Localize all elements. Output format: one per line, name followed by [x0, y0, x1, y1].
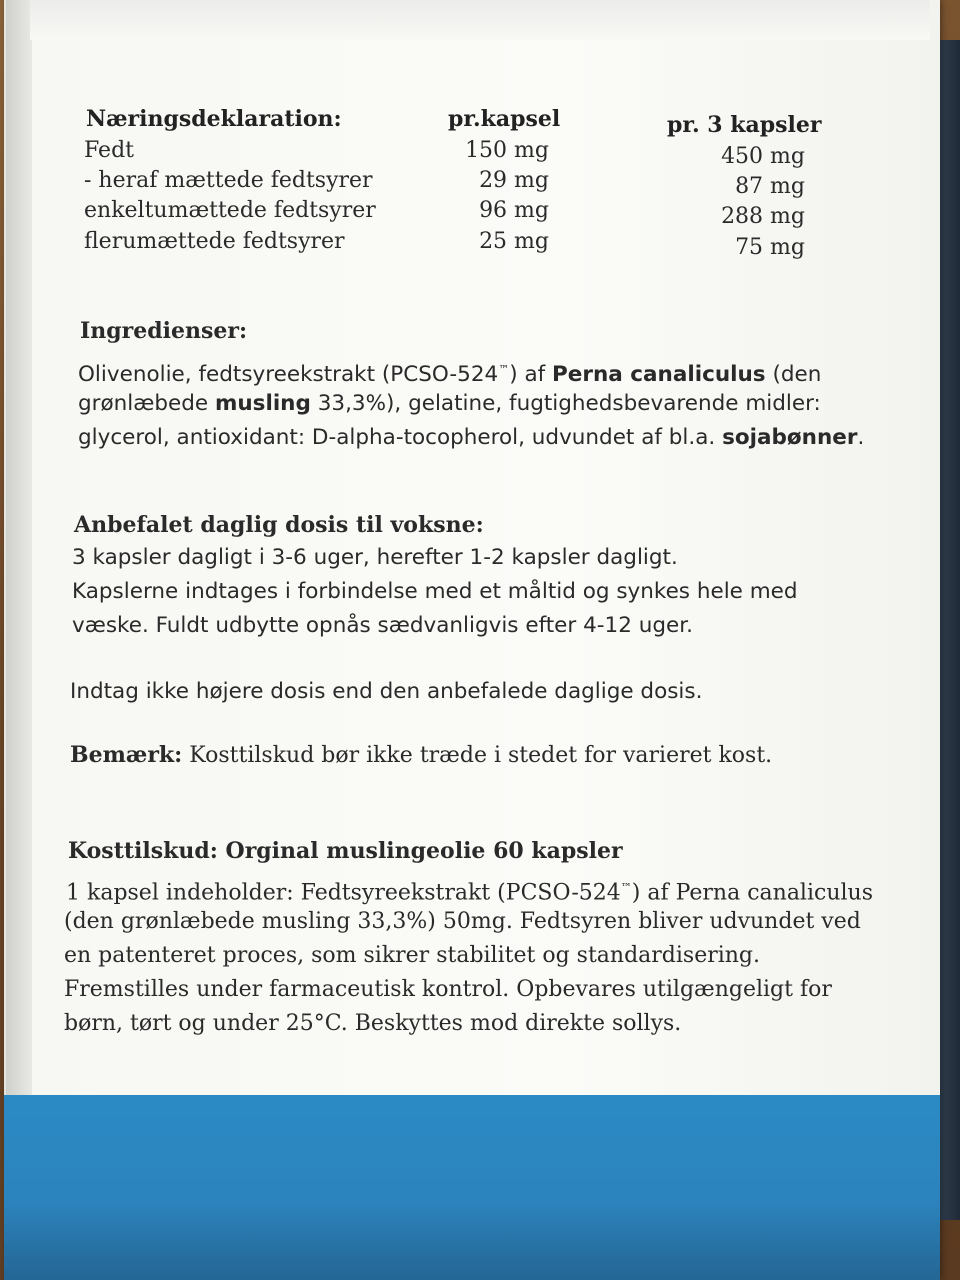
supplement-line-3: en patenteret proces, som sikrer stabilitet og standardisering. — [64, 943, 761, 968]
row-label: flerumættede fedtsyrer — [84, 229, 345, 254]
row-per-3: 450 mg — [721, 144, 805, 169]
row-per-capsule: 29 mg — [479, 168, 549, 193]
note-text: Kosttilskud bør ikke træde i stedet for varieret kost. — [182, 743, 773, 768]
row-label: Fedt — [84, 138, 135, 163]
dosage-line-3: væske. Fuldt udbytte opnås sædvanligvis efter 4-12 uger. — [72, 613, 693, 638]
nutrition-row — [84, 229, 809, 259]
box-side-flap — [6, 0, 32, 1100]
band-shadow — [4, 1200, 940, 1280]
supplement-title: Kosttilskud: Orginal muslingeolie 60 kapsler — [68, 838, 623, 864]
row-per-capsule: 25 mg — [479, 229, 549, 254]
nutrition-row — [84, 138, 809, 168]
row-per-3: 87 mg — [735, 174, 805, 199]
row-per-capsule: 96 mg — [479, 198, 549, 223]
row-per-3: 75 mg — [735, 235, 805, 260]
row-per-3: 288 mg — [721, 204, 805, 229]
nutrition-title: Næringsdeklaration: — [86, 106, 342, 132]
ingredients-title: Ingredienser: — [80, 318, 248, 344]
dosage-title: Anbefalet daglig dosis til voksne: — [74, 512, 484, 538]
row-label: - heraf mættede fedtsyrer — [84, 168, 373, 193]
dosage-line-2: Kapslerne indtages i forbindelse med et måltid og synkes hele med — [72, 579, 798, 604]
supplement-line-4: Fremstilles under farmaceutisk kontrol. Opbevares utilgængeligt for — [64, 977, 832, 1002]
col-per-capsule: pr.kapsel — [448, 106, 561, 132]
supplement-line-1: 1 kapsel indeholder: Fedtsyreekstrakt (PCSO-524™) af Perna canaliculus — [66, 880, 873, 906]
col-per-3-capsules: pr. 3 kapsler — [667, 112, 822, 138]
supplement-line-5: børn, tørt og under 25°C. Beskyttes mod direkte sollys. — [64, 1011, 682, 1036]
ingredients-line-3: glycerol, antioxidant: D-alpha-tocopherol, udvundet af bl.a. sojabønner. — [78, 425, 865, 450]
dosage-note — [70, 740, 772, 771]
row-per-capsule: 150 mg — [465, 138, 549, 163]
nutrition-row — [84, 198, 809, 228]
nutrition-row — [84, 168, 809, 198]
note-label: Bemærk: — [70, 742, 183, 768]
ingredients-line-1: Olivenolie, fedtsyreekstrakt (PCSO-524™) af Perna canaliculus (den — [78, 362, 822, 388]
dosage-warning: Indtag ikke højere dosis end den anbefalede daglige dosis. — [70, 679, 703, 704]
ingredients-line-2: grønlæbede musling 33,3%), gelatine, fugtighedsbevarende midler: — [78, 391, 821, 416]
row-label: enkeltumættede fedtsyrer — [84, 198, 376, 223]
box-top-edge — [30, 0, 930, 40]
dosage-line-1: 3 kapsler dagligt i 3-6 uger, herefter 1-2 kapsler dagligt. — [72, 545, 678, 570]
supplement-line-2: (den grønlæbede musling 33,3%) 50mg. Fedtsyren bliver udvundet ved — [64, 909, 861, 934]
